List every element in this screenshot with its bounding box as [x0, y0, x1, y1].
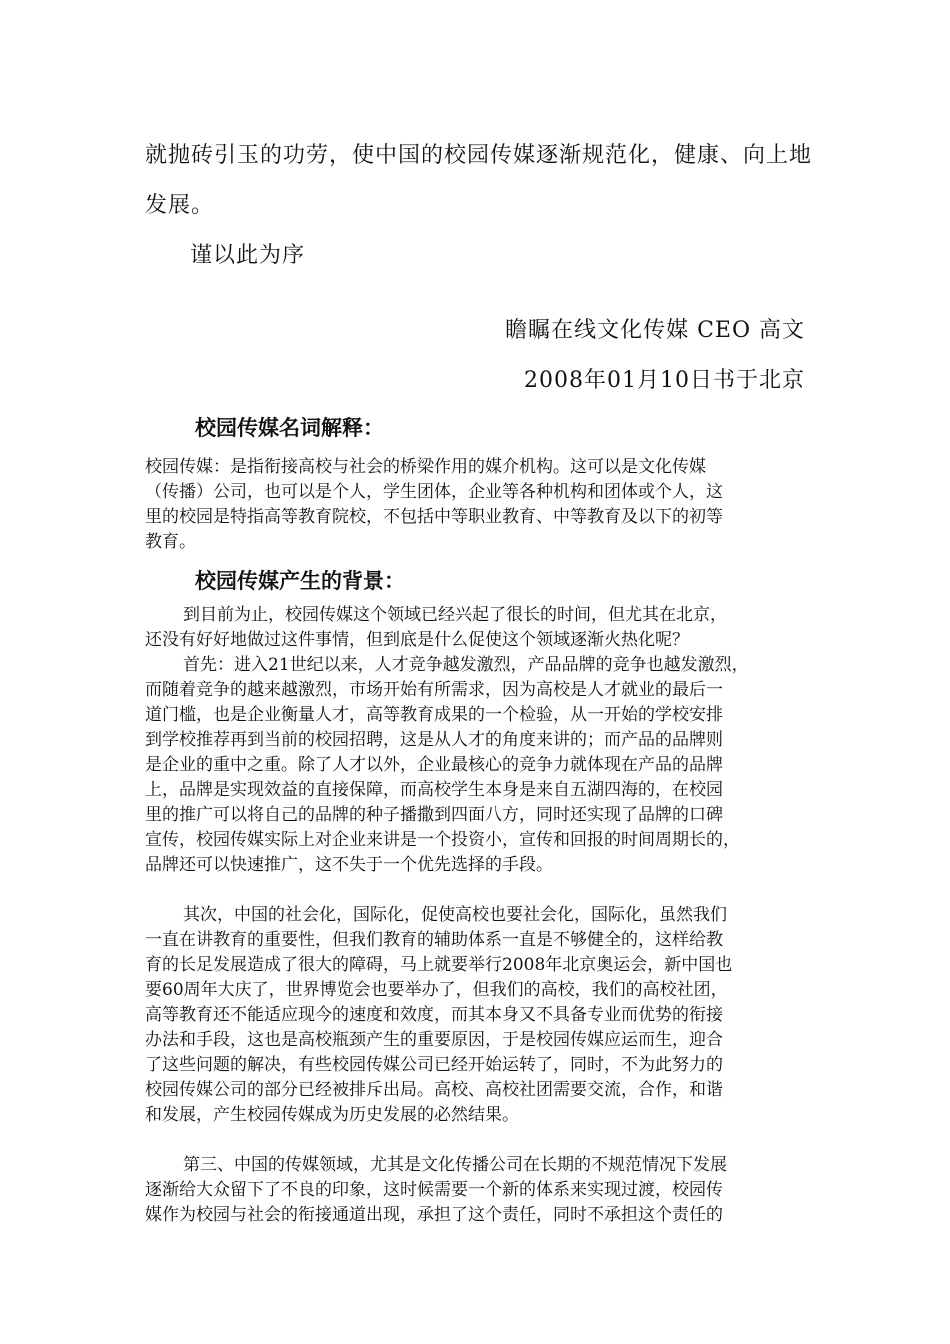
paragraph-line: 首先：进入21世纪以来，人才竞争越发激烈，产品品牌的竞争也越发激烈，	[183, 655, 749, 675]
paragraph-line: 媒作为校园与社会的衔接通道出现，承担了这个责任，同时不承担这个责任的	[145, 1205, 723, 1225]
paragraph-line: 高等教育还不能适应现今的速度和效度，而其本身又不具备专业而优势的衔接	[145, 1005, 723, 1025]
paragraph-line: 要60周年大庆了，世界博览会也要举办了，但我们的高校，我们的高校社团，	[145, 980, 728, 1000]
paragraph-line: 校园传媒公司的部分已经被排斥出局。高校、高校社团需要交流，合作，和谐	[145, 1080, 723, 1100]
preface-line-2: 发展。	[145, 193, 215, 218]
paragraph-line: 第三、中国的传媒领域，尤其是文化传播公司在长期的不规范情况下发展	[183, 1155, 727, 1175]
paragraph-line: 还没有好好地做过这件事情，但到底是什么促使这个领域逐渐火热化呢？	[145, 630, 689, 650]
section-heading-background: 校园传媒产生的背景：	[195, 569, 405, 593]
preface-line-1: 就抛砖引玉的功劳，使中国的校园传媒逐渐规范化，健康、向上地	[145, 143, 813, 168]
definition-line: 教育。	[145, 532, 196, 552]
paragraph-line: 到目前为止，校园传媒这个领域已经兴起了很长的时间，但尤其在北京，	[183, 605, 727, 625]
paragraph-line: 里的推广可以将自己的品牌的种子播撒到四面八方，同时还实现了品牌的口碑	[145, 805, 723, 825]
paragraph-line: 其次，中国的社会化，国际化，促使高校也要社会化，国际化，虽然我们	[183, 905, 727, 925]
paragraph-line: 品牌还可以快速推广，这不失于一个优先选择的手段。	[145, 855, 553, 875]
paragraph-line: 而随着竞争的越来越激烈，市场开始有所需求，因为高校是人才就业的最后一	[145, 680, 723, 700]
paragraph-line: 宣传，校园传媒实际上对企业来讲是一个投资小，宣传和回报的时间周期长的，	[145, 830, 740, 850]
paragraph-line: 道门槛，也是企业衡量人才，高等教育成果的一个检验，从一开始的学校安排	[145, 705, 723, 725]
paragraph-line: 一直在讲教育的重要性，但我们教育的辅助体系一直是不够健全的，这样给教	[145, 930, 723, 950]
paragraph-line: 逐渐给大众留下了不良的印象，这时候需要一个新的体系来实现过渡，校园传	[145, 1180, 723, 1200]
definition-line: 里的校园是特指高等教育院校，不包括中等职业教育、中等教育及以下的初等	[145, 507, 723, 527]
paragraph-line: 育的长足发展造成了很大的障碍，马上就要举行2008年北京奥运会，新中国也	[145, 955, 733, 975]
preface-closing: 谨以此为序	[190, 243, 306, 268]
preface-date: 2008年01月10日书于北京	[524, 368, 805, 393]
preface-signature: 瞻瞩在线文化传媒 CEO 高文	[505, 318, 805, 343]
paragraph-line: 和发展，产生校园传媒成为历史发展的必然结果。	[145, 1105, 519, 1125]
paragraph-line: 了这些问题的解决，有些校园传媒公司已经开始运转了，同时，不为此努力的	[145, 1055, 723, 1075]
paragraph-line: 办法和手段，这也是高校瓶颈产生的重要原因，于是校园传媒应运而生，迎合	[145, 1030, 723, 1050]
definition-line: 校园传媒：是指衔接高校与社会的桥梁作用的媒介机构。这可以是文化传媒	[145, 457, 706, 477]
section-heading-definition: 校园传媒名词解释：	[195, 416, 384, 440]
paragraph-line: 到学校推荐再到当前的校园招聘，这是从人才的角度来讲的；而产品的品牌则	[145, 730, 723, 750]
definition-line: （传播）公司，也可以是个人，学生团体，企业等各种机构和团体或个人，这	[145, 482, 723, 502]
paragraph-line: 是企业的重中之重。除了人才以外，企业最核心的竞争力就体现在产品的品牌	[145, 755, 723, 775]
paragraph-line: 上，品牌是实现效益的直接保障，而高校学生本身是来自五湖四海的，在校园	[145, 780, 723, 800]
